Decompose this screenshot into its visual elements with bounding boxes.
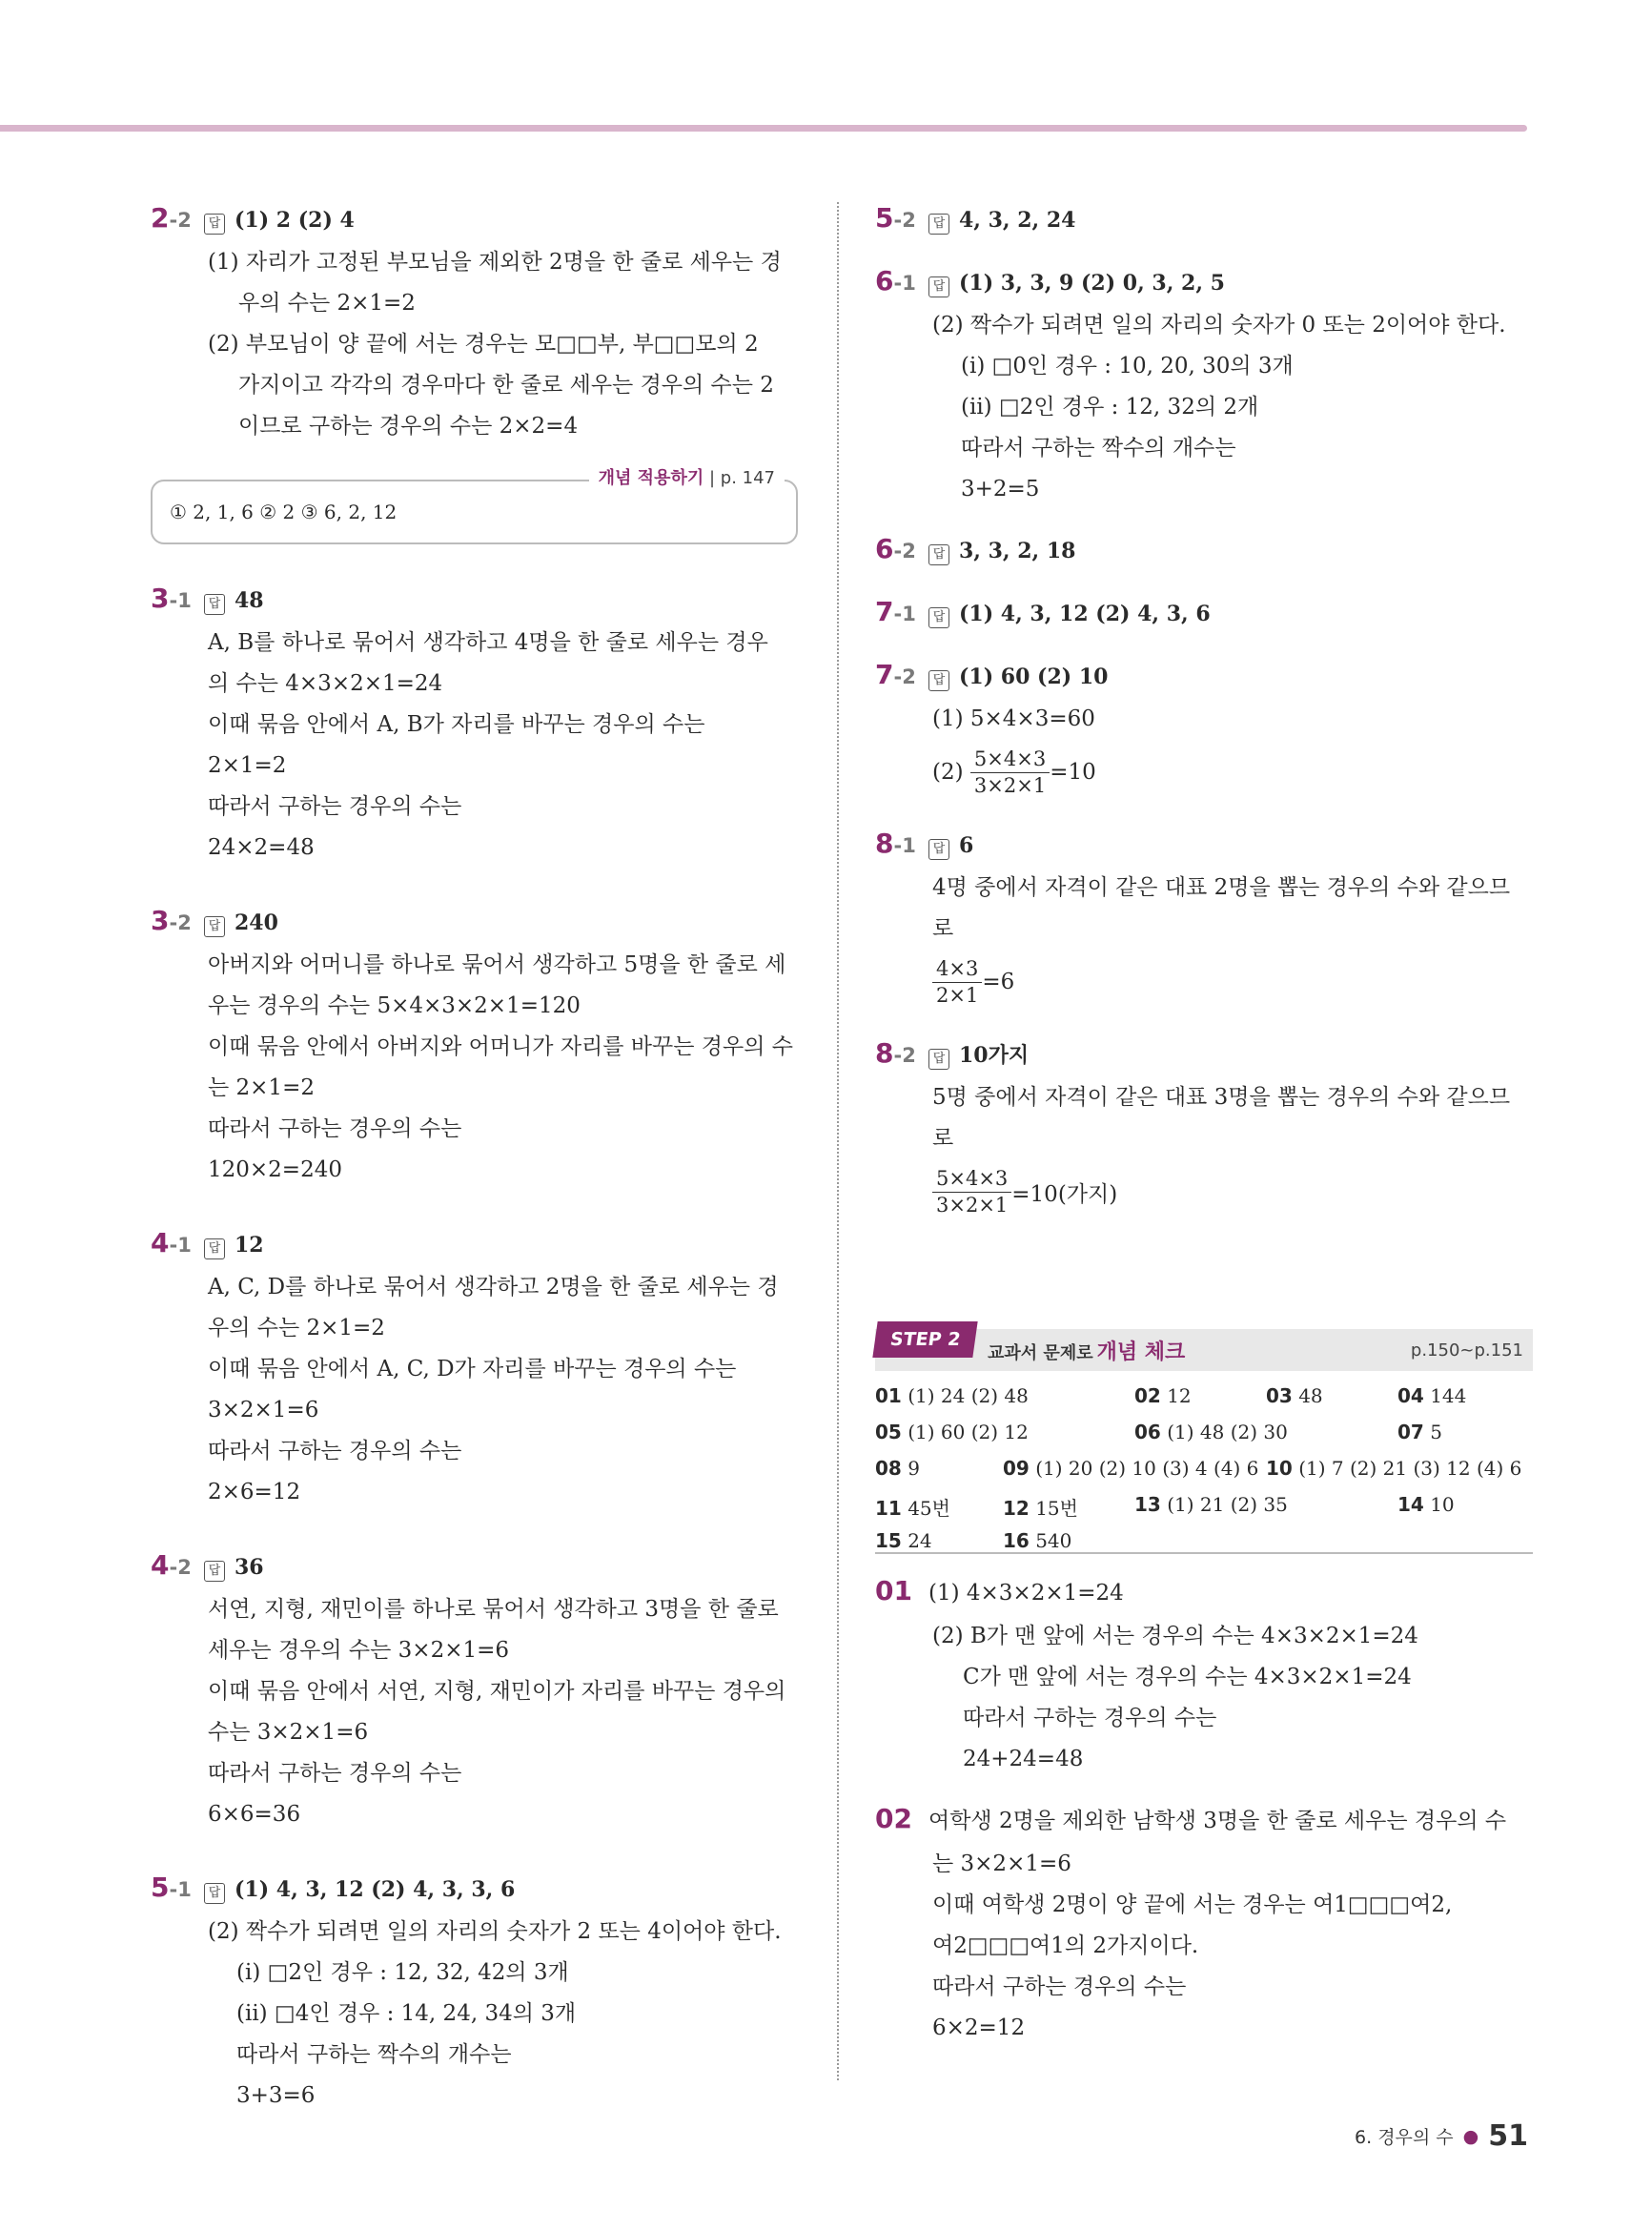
step2-header xyxy=(875,1329,1533,1371)
grid-item: 16 540 xyxy=(1003,1529,1072,1552)
solution-line: 이때 묶음 안에서 A, C, D가 자리를 바꾸는 경우의 수는 xyxy=(208,1357,737,1381)
solution-line: (1) 자리가 고정된 부모님을 제외한 2명을 한 줄로 세우는 경 xyxy=(208,250,782,275)
answer: (1) 4, 3, 12 (2) 4, 3, 3, 6 xyxy=(235,1877,516,1902)
answer-icon: 답 xyxy=(204,594,225,615)
problem-number: 7-2 xyxy=(875,659,916,690)
problem-number: 4-2 xyxy=(151,1549,192,1581)
solution-line: 우의 수는 2×1=2 xyxy=(238,291,416,316)
step-pages: p.150~p.151 xyxy=(1410,1340,1523,1361)
solution-01: 01 (1) 4×3×2×1=24 (2) B가 맨 앞에 서는 경우의 수는 4×3×2×1=24 C가 맨 앞에 서는 경우의 수는 4×3×2×1=24 따라서 구하는 경우의 수는 24+24=48 xyxy=(875,1575,1533,1780)
step-title: 교과서 문제로 개념 체크 xyxy=(988,1340,1186,1364)
solution-line: 따라서 구하는 경우의 수는 xyxy=(208,1439,462,1463)
solution-line: (2) 부모님이 양 끝에 서는 경우는 모□□부, 부□□모의 2 xyxy=(208,332,759,357)
solution-number: 02 xyxy=(875,1803,912,1834)
problem-8-2 xyxy=(875,1037,1533,1224)
solution-line: 수는 3×2×1=6 xyxy=(208,1720,369,1745)
solution-line: 2×1=2 xyxy=(208,753,287,778)
solution-line: 의 수는 4×3×2×1=24 xyxy=(208,671,443,696)
solution-line: 5명 중에서 자격이 같은 대표 3명을 뽑는 경우의 수와 같으므 xyxy=(932,1085,1511,1110)
solution-line: (ⅱ) □4인 경우 : 14, 24, 34의 3개 xyxy=(236,2001,577,2026)
problem-number: 5-2 xyxy=(875,202,916,234)
problem-number: 8-2 xyxy=(875,1037,916,1069)
top-rule xyxy=(0,125,1527,132)
fraction-line: $\frac{5\times 4\times 3}{3\times 2\times 1}$ =10(가지) xyxy=(875,1159,1533,1224)
solution-line: 아버지와 어머니를 하나로 묶어서 생각하고 5명을 한 줄로 세 xyxy=(208,952,786,977)
solution-line: 따라서 구하는 경우의 수는 xyxy=(932,1974,1187,1999)
problem-2-2 xyxy=(151,202,804,447)
problem-5-1 xyxy=(151,1872,804,2117)
grid-item: 07 5 xyxy=(1397,1421,1442,1443)
grid-item: 13 (1) 21 (2) 35 xyxy=(1134,1493,1288,1516)
solution-line: (ⅱ) □2인 경우 : 12, 32의 2개 xyxy=(961,395,1259,419)
problem-number: 3-1 xyxy=(151,583,192,614)
solution-line: 120×2=240 xyxy=(208,1157,342,1182)
answer-icon: 답 xyxy=(928,276,949,297)
answer-icon: 답 xyxy=(928,670,949,691)
solution-line: 3+2=5 xyxy=(961,477,1040,501)
answer-icon: 답 xyxy=(204,214,225,235)
solution-line: 따라서 구하는 짝수의 개수는 xyxy=(961,436,1236,460)
step-badge: STEP 2 xyxy=(872,1321,978,1358)
problem-7-2 xyxy=(875,659,1533,805)
solution-line: 따라서 구하는 경우의 수는 xyxy=(208,794,462,819)
solution-line: (2) 짝수가 되려면 일의 자리의 숫자가 2 또는 4이어야 한다. xyxy=(208,1919,782,1944)
grid-item: 06 (1) 48 (2) 30 xyxy=(1134,1421,1288,1443)
answer: (1) 60 (2) 10 xyxy=(959,665,1109,689)
problem-number: 5-1 xyxy=(151,1872,192,1903)
solution-line: 6×6=36 xyxy=(208,1802,301,1827)
problem-7-1 xyxy=(875,596,1533,636)
problem-number: 8-1 xyxy=(875,828,916,859)
problem-number: 3-2 xyxy=(151,905,192,936)
answer-icon: 답 xyxy=(204,916,225,937)
solution-line: 이때 묶음 안에서 아버지와 어머니가 자리를 바꾸는 경우의 수 xyxy=(208,1034,793,1059)
page-footer xyxy=(1355,2119,1528,2153)
answer-icon: 답 xyxy=(928,839,949,860)
problem-number: 6-1 xyxy=(875,265,916,297)
solution-line: (ⅰ) □0인 경우 : 10, 20, 30의 3개 xyxy=(961,354,1294,378)
solution-line: 여2□□□여1의 2가지이다. xyxy=(932,1933,1199,1958)
problem-number: 7-1 xyxy=(875,596,916,627)
answer: 36 xyxy=(235,1555,264,1580)
fraction-line: (2) $\frac{5\times 4\times 3}{3\times 2\times 1}$ =10 xyxy=(932,747,1096,797)
answer-icon: 답 xyxy=(928,214,949,235)
grid-item: 15 24 xyxy=(875,1529,932,1552)
answer-icon: 답 xyxy=(928,607,949,628)
problem-4-2 xyxy=(151,1549,804,1835)
problem-3-2 xyxy=(151,905,804,1191)
answer-icon: 답 xyxy=(928,1049,949,1070)
grid-item: 14 10 xyxy=(1397,1493,1455,1516)
solution-line: 24+24=48 xyxy=(963,1747,1084,1771)
solution-number: 01 xyxy=(875,1575,912,1606)
problem-6-2 xyxy=(875,533,1533,573)
solution-line: 이므로 구하는 경우의 수는 2×2=4 xyxy=(238,414,579,439)
grid-item: 09 (1) 20 (2) 10 (3) 4 (4) 6 xyxy=(1003,1457,1259,1480)
solution-line: 는 3×2×1=6 xyxy=(932,1852,1071,1876)
solution-line: 이때 여학생 2명이 양 끝에 서는 경우는 여1□□□여2, xyxy=(932,1892,1453,1917)
solution-line: 6×2=12 xyxy=(932,2015,1026,2040)
answer: 3, 3, 2, 18 xyxy=(959,539,1076,563)
grid-item: 01 (1) 24 (2) 48 xyxy=(875,1384,1029,1407)
problem-number: 4-1 xyxy=(151,1227,192,1258)
concept-apply-box xyxy=(151,468,798,544)
fraction: $\frac{5\times 4\times 3}{3\times 2\times 1}$ xyxy=(970,747,1050,799)
solution-line: (1) 5×4×3=60 xyxy=(932,706,1095,731)
answer: 12 xyxy=(235,1233,264,1258)
problem-number: 2-2 xyxy=(151,202,192,234)
solution-line: 따라서 구하는 짝수의 개수는 xyxy=(236,2042,512,2067)
solution-line: 로 xyxy=(932,1126,954,1151)
solution-line: 4명 중에서 자격이 같은 대표 2명을 뽑는 경우의 수와 같으므 xyxy=(932,875,1511,900)
answer-icon: 답 xyxy=(204,1883,225,1904)
right-column xyxy=(875,202,1533,2072)
solution-line: 3×2×1=6 xyxy=(208,1398,319,1422)
solution-line: 세우는 경우의 수는 3×2×1=6 xyxy=(208,1638,510,1663)
problem-3-1 xyxy=(151,583,804,869)
solution-line: 2×6=12 xyxy=(208,1480,301,1504)
chapter-title: 6. 경우의 수 xyxy=(1355,2127,1454,2148)
concept-apply-answers: ① 2, 1, 6 ② 2 ③ 6, 2, 12 xyxy=(170,501,398,523)
solution-line: 우는 경우의 수는 5×4×3×2×1=120 xyxy=(208,993,581,1018)
solution-02: 02 여학생 2명을 제외한 남학생 3명을 한 줄로 세우는 경우의 수 는 3×2×1=6 이때 여학생 2명이 양 끝에 서는 경우는 여1□□□여2, 여2□□□여1의 2가지이다. 따라서 구하는 경우의 수는 6×2=12 xyxy=(875,1803,1533,2049)
solution-line: 따라서 구하는 경우의 수는 xyxy=(208,1116,462,1141)
solution-line: 는 2×1=2 xyxy=(208,1075,315,1100)
column-divider xyxy=(837,202,839,2080)
answer-icon: 답 xyxy=(204,1238,225,1259)
solution-line: 로 xyxy=(932,916,954,941)
fraction-line: $\frac{4\times 3}{2\times 1}$ =6 xyxy=(875,950,1533,1014)
answer: 6 xyxy=(959,833,974,858)
problem-6-1 xyxy=(875,265,1533,510)
answer: 4, 3, 2, 24 xyxy=(959,208,1076,233)
solution-line: 이때 묶음 안에서 A, B가 자리를 바꾸는 경우의 수는 xyxy=(208,712,705,737)
grid-item: 04 144 xyxy=(1397,1384,1467,1407)
answer: 48 xyxy=(235,588,264,613)
concept-apply-label: 개념 적용하기 | p. 147 xyxy=(589,464,785,489)
page-number: 51 xyxy=(1488,2119,1528,2153)
grid-item: 12 15번 xyxy=(1003,1497,1078,1520)
answer: 240 xyxy=(235,910,278,935)
solution-line: (2) 짝수가 되려면 일의 자리의 숫자가 0 또는 2이어야 한다. xyxy=(932,313,1506,338)
grid-item: 11 45번 xyxy=(875,1497,950,1520)
solution-line: 24×2=48 xyxy=(208,835,315,860)
answer-grid xyxy=(875,1371,1533,1554)
answer: (1) 3, 3, 9 (2) 0, 3, 2, 5 xyxy=(959,271,1225,296)
answer-icon: 답 xyxy=(204,1561,225,1582)
left-column xyxy=(151,202,804,2139)
solution-line: 서연, 지형, 재민이를 하나로 묶어서 생각하고 3명을 한 줄로 xyxy=(208,1597,779,1622)
answer: (1) 2 (2) 4 xyxy=(235,208,355,233)
problem-4-1 xyxy=(151,1227,804,1513)
grid-item: 08 9 xyxy=(875,1457,920,1480)
problem-5-2 xyxy=(875,202,1533,242)
answer: (1) 4, 3, 12 (2) 4, 3, 6 xyxy=(959,602,1211,626)
bullet-icon: ● xyxy=(1462,2125,1479,2147)
answer: 10가지 xyxy=(959,1043,1030,1068)
solution-line: A, C, D를 하나로 묶어서 생각하고 2명을 한 줄로 세우는 경 xyxy=(208,1275,779,1299)
grid-item: 05 (1) 60 (2) 12 xyxy=(875,1421,1029,1443)
solution-line: A, B를 하나로 묶어서 생각하고 4명을 한 줄로 세우는 경우 xyxy=(208,630,768,655)
grid-item: 02 12 xyxy=(1134,1384,1192,1407)
solution-line: 3+3=6 xyxy=(236,2083,316,2108)
solution-line: (2) B가 맨 앞에 서는 경우의 수는 4×3×2×1=24 xyxy=(932,1624,1418,1648)
solution-line: 우의 수는 2×1=2 xyxy=(208,1316,385,1340)
grid-item: 10 (1) 7 (2) 21 (3) 12 (4) 6 xyxy=(1266,1457,1522,1480)
grid-item: 03 48 xyxy=(1266,1384,1323,1407)
solution-line: 가지이고 각각의 경우마다 한 줄로 세우는 경우의 수는 2 xyxy=(238,373,774,398)
solution-line: 이때 묶음 안에서 서연, 지형, 재민이가 자리를 바꾸는 경우의 xyxy=(208,1679,786,1704)
problem-number: 6-2 xyxy=(875,533,916,564)
problem-8-1 xyxy=(875,828,1533,1014)
solution-line: C가 맨 앞에 서는 경우의 수는 4×3×2×1=24 xyxy=(963,1665,1412,1689)
fraction: $\frac{5\times 4\times 3}{3\times 2\times 1}$ xyxy=(932,1166,1011,1218)
solution-line: 따라서 구하는 경우의 수는 xyxy=(963,1706,1217,1730)
answer-icon: 답 xyxy=(928,544,949,565)
solution-line: 따라서 구하는 경우의 수는 xyxy=(208,1761,462,1786)
fraction: $\frac{4\times 3}{2\times 1}$ xyxy=(932,956,982,1009)
solution-line: (ⅰ) □2인 경우 : 12, 32, 42의 3개 xyxy=(236,1960,569,1985)
